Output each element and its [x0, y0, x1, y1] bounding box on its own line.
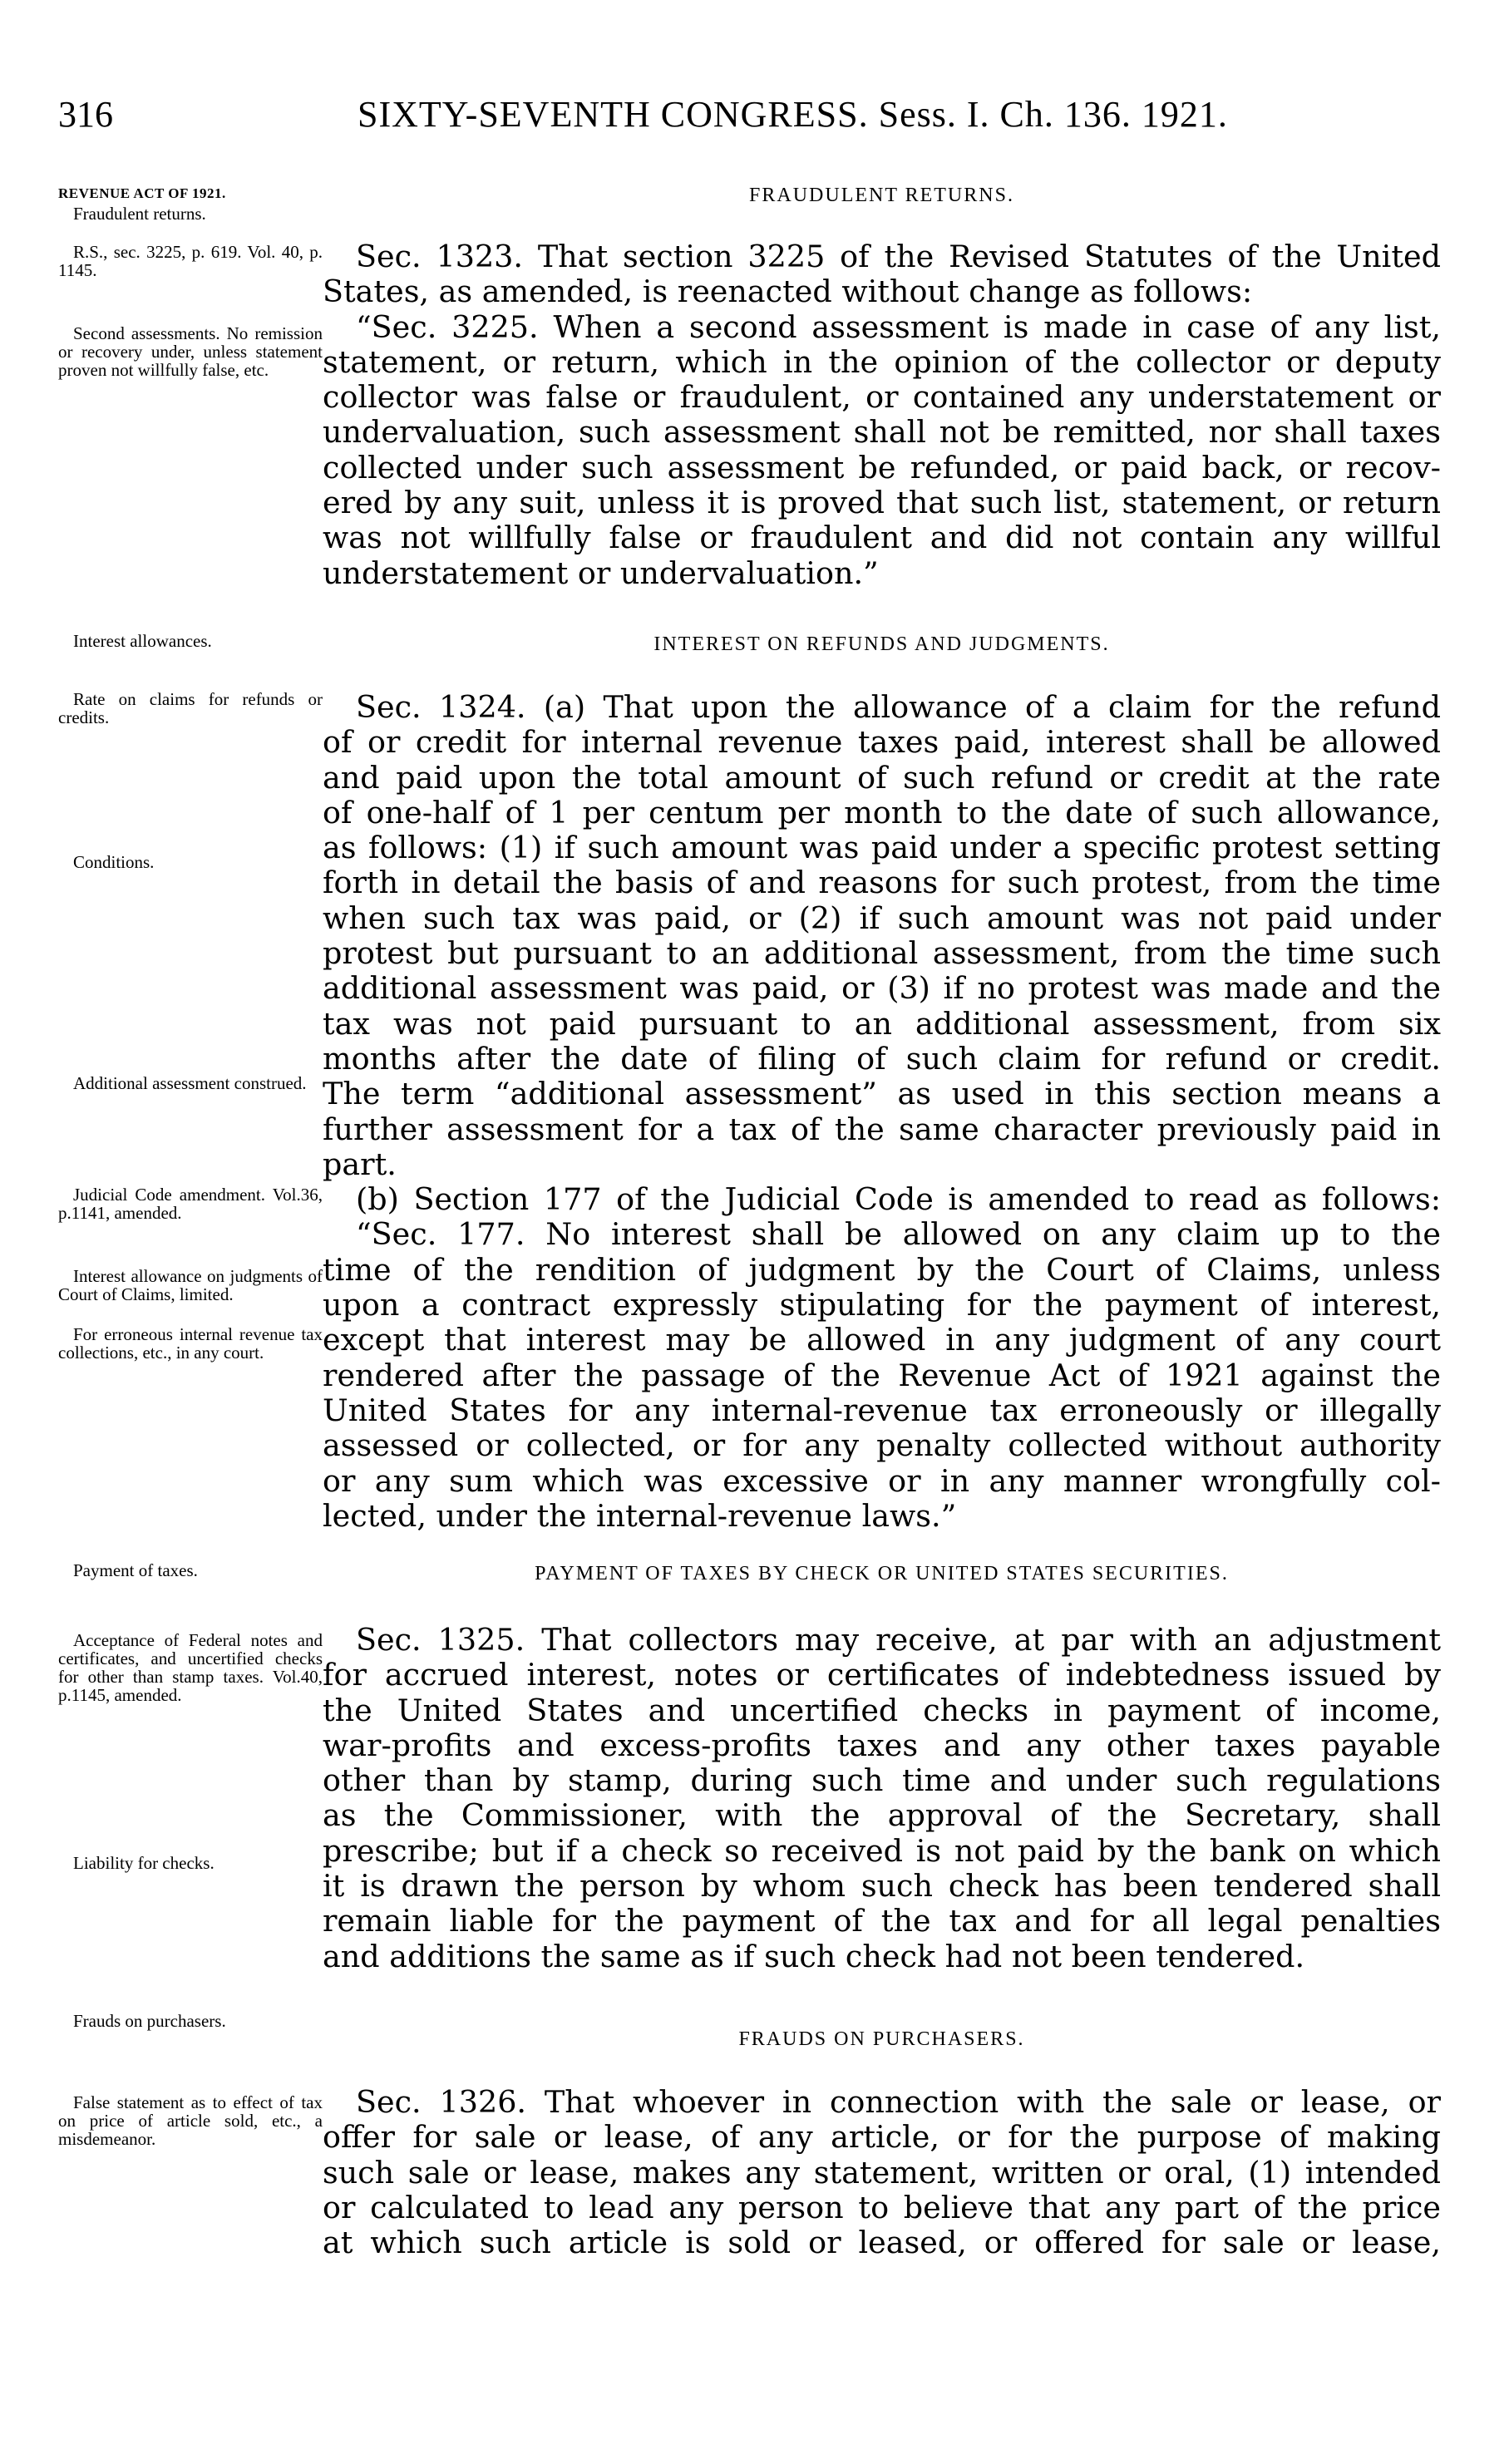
running-head-title: SIXTY-SEVENTH CONGRESS. Sess. I. Ch. 136. 1921.	[358, 94, 1228, 135]
margin-note-additional-assessment: Additional assessment construed.	[73, 1073, 307, 1093]
margin-note-frauds-purchasers: Frauds on purchasers.	[73, 2011, 226, 2031]
heading-fraudulent-returns: FRAUDULENT RETURNS.	[749, 185, 1014, 206]
running-head	[58, 93, 1455, 143]
margin-note-interest-allowances: Interest allowances.	[73, 631, 212, 651]
margin-note-interest-allowance-court: Interest allowance on judgments of Court of Claims, limited.	[58, 1266, 323, 1304]
section-1325-text: Sec. 1325. That collectors may receive, at par with an adjustment for accrued interest, notes or certificates of indebtedness issued by the United States and uncertified checks in payment of income, war-profits and excess-profits taxes and any other taxes payable other than by stamp, during such time and under such regulations as the Commissioner, with the approval of the Secretary, shall prescribe; but if a check so received is not paid by the bank on which it is drawn the person by whom such check has been tendered shall remain liable for the payment of the tax and for all legal penalties and additions the same as if such check had not been tendered.	[323, 1622, 1441, 1974]
margin-note-fraudulent-returns: Fraudulent returns.	[73, 204, 206, 224]
margin-note-rate-on-claims: Rate on claims for refunds or credits.	[58, 689, 323, 727]
margin-note-revenue-act: REVENUE ACT OF 1921.	[58, 185, 226, 201]
section-1326-text: Sec. 1326. That whoever in connection with the sale or lease, or offer for sale or lease, of any article, or for the purpose of making such sale or lease, makes any statement, written or oral, (1) intended or calculated to lead any person to believe that any part of the price at which such article is sold or leased, or offered for sale or lease,	[323, 2084, 1441, 2261]
margin-note-rs-reference: R.S., sec. 3225, p. 619. Vol. 40, p. 1145.	[58, 242, 323, 280]
heading-frauds-on-purchasers: FRAUDS ON PURCHASERS.	[738, 2028, 1025, 2050]
section-1323-text: Sec. 1323. That section 3225 of the Revised Statutes of the United States, as amended, is reenacted without change as follows: “Sec. 3225. When a second assessment is made in case of any list, statement, or return, which in the opinion of the collector or deputy collector was false or fraudulent, or contained any understatement or undervaluation, such assessment shall not be remitted, nor shall taxes collected under such assessment be refunded, or paid back, or recov- ered by any suit, unless it is proved that such list, statement, or return was not willfully false or fraudulent and did not contain any willful understatement or undervaluation.”	[323, 239, 1441, 591]
heading-interest-on-refunds: INTEREST ON REFUNDS AND JUDGMENTS.	[653, 633, 1110, 655]
margin-note-payment-of-taxes: Payment of taxes.	[73, 1560, 198, 1580]
margin-note-conditions: Conditions.	[73, 852, 155, 872]
heading-payment-of-taxes: PAYMENT OF TAXES BY CHECK OR UNITED STATES SECURITIES.	[535, 1563, 1229, 1584]
margin-note-erroneous-collections: For erroneous internal revenue tax collections, etc., in any court.	[58, 1324, 323, 1363]
section-1324-text: Sec. 1324. (a) That upon the allowance of a claim for the refund of or credit for internal revenue taxes paid, interest shall be allowed and paid upon the total amount of such refund or credit at the rate of one-half of 1 per centum per month to the date of such allowance, as follows: (1) if such amount was paid under a specific protest setting forth in detail the basis of and reasons for such protest, from the time when such tax was paid, or (2) if such amount was not paid under protest but pursuant to an additional assessment, from the time such additional assessment was paid, or (3) if no protest was made and the tax was not paid pursuant to an additional assessment, from six months after the date of filing of such claim for refund or credit. The term “additional assessment” as used in this section means a further assessment for a tax of the same character previously paid in part. (b) Section 177 of the Judicial Code is amended to read as follows: “Sec. 177. No interest shall be allowed on any claim up to the time of the rendition of judgment by the Court of Claims, unless upon a contract expressly stipulating for the payment of interest, except that interest may be allowed in any judgment of any court rendered after the passage of the Revenue Act of 1921 against the United States for any internal-revenue tax erroneously or illegally assessed or collected, or for any penalty collected without authority or any sum which was excessive or in any manner wrongfully col- lected, under the internal-revenue laws.”	[323, 689, 1441, 1534]
margin-note-judicial-code: Judicial Code amendment. Vol.36, p.1141, amended.	[58, 1185, 323, 1223]
margin-note-false-statement: False statement as to effect of tax on price of article sold, etc., a misdemeanor.	[58, 2092, 323, 2149]
margin-note-acceptance-federal-notes: Acceptance of Federal notes and certificates, and uncertified checks for other than stamp taxes. Vol.40, p.1145, amended.	[58, 1630, 323, 1705]
margin-note-liability-checks: Liability for checks.	[73, 1853, 215, 1873]
page-number: 316	[58, 94, 113, 135]
margin-note-second-assessments: Second assessments. No remission or recovery under, unless statement proven not willfully false, etc.	[58, 323, 323, 380]
